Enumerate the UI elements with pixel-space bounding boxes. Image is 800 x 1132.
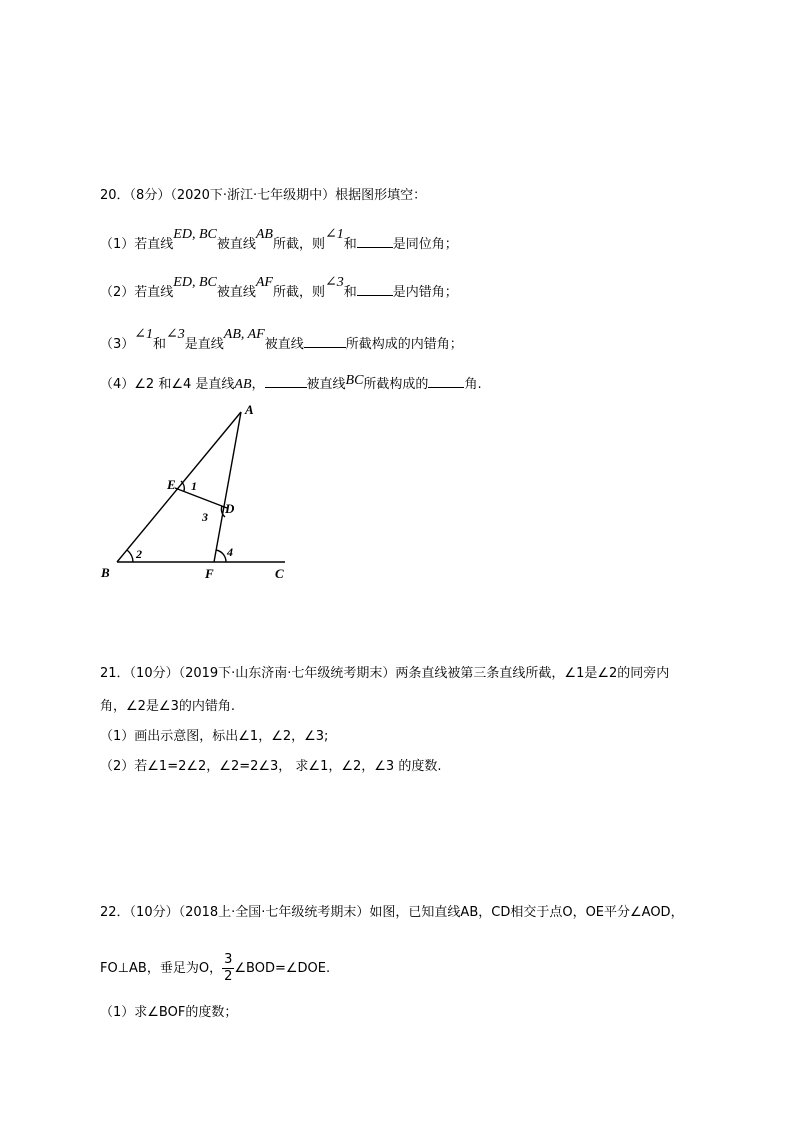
q20-item-3: （3）∠1和∠3是直线AB, AF被直线 所截构成的内错角； — [100, 327, 463, 352]
q20-header: 20．（8分）（2020下·浙江·七年级期中）根据图形填空： — [100, 188, 427, 203]
geometry-figure — [95, 400, 305, 585]
answer-blank[interactable] — [304, 333, 346, 348]
angle-2-label: 2 — [136, 547, 142, 561]
angle-4-label: 4 — [227, 545, 233, 559]
math-bc: BC — [345, 373, 364, 388]
point-b-label: B — [101, 565, 110, 580]
q20-item-4: （4）∠2 和∠4 是直线AB， 被直线BC所截构成的 角. — [100, 373, 482, 392]
math-ab-af: AB, AF — [223, 327, 265, 342]
math-af: AF — [255, 275, 273, 290]
q22-line2: FO⊥AB，垂足为O， $\frac{3}{2}$ ∠BOD=∠DOE. — [100, 952, 331, 984]
q20-item-1: （1）若直线ED, BC被直线AB所截，则∠1和 是同位角； — [100, 227, 458, 252]
fraction-3-2: $\frac{3}{2}$ — [224, 952, 233, 984]
answer-blank[interactable] — [357, 281, 393, 296]
arc-angle-2 — [127, 550, 133, 562]
answer-blank[interactable] — [357, 233, 393, 248]
q22-header: 22．（10分）（2018上·全国·七年级统考期末）如图，已知直线AB，CD相交于点O，OE平分∠AOD， — [100, 905, 684, 920]
math-ab: AB — [255, 227, 273, 242]
answer-blank[interactable] — [428, 373, 464, 388]
angle-3-label: 3 — [202, 510, 208, 524]
arc-angle-1 — [181, 481, 184, 491]
answer-blank[interactable] — [265, 373, 307, 388]
point-e-label: E — [167, 477, 176, 492]
math-angle-3: ∠3 — [324, 275, 344, 290]
point-c-label: C — [275, 566, 284, 581]
math-ed-bc: ED, BC — [173, 227, 217, 242]
math-ed-bc: ED, BC — [173, 275, 217, 290]
q20-item-2: （2）若直线ED, BC被直线AF所截，则∠3和 是内错角； — [100, 275, 458, 300]
line-ab — [117, 412, 241, 562]
arc-angle-4 — [216, 550, 226, 562]
point-a-label: A — [245, 402, 254, 417]
point-d-label: D — [225, 501, 235, 516]
q21-item-2: （2）若∠1=2∠2，∠2=2∠3， 求∠1，∠2，∠3 的度数. — [100, 759, 442, 774]
q21-header-line2: 角，∠2是∠3的内错角. — [100, 699, 235, 714]
math-angle-1: ∠1 — [134, 327, 154, 342]
q22-item-1: （1）求∠BOF的度数； — [100, 1005, 238, 1020]
q21-header-line1: 21．（10分）（2019下·山东济南·七年级统考期末）两条直线被第三条直线所截，∠1是∠2的同旁内 — [100, 666, 670, 681]
angle-1-label: 1 — [191, 479, 197, 493]
math-angle-1: ∠1 — [324, 227, 344, 242]
line-af — [214, 412, 241, 562]
math-ab: AB — [234, 377, 252, 392]
line-ed — [175, 488, 227, 508]
math-angle-3: ∠3 — [166, 327, 185, 342]
point-f-label: F — [205, 566, 214, 581]
q21-item-1: （1）画出示意图，标出∠1，∠2，∠3; — [100, 729, 329, 744]
